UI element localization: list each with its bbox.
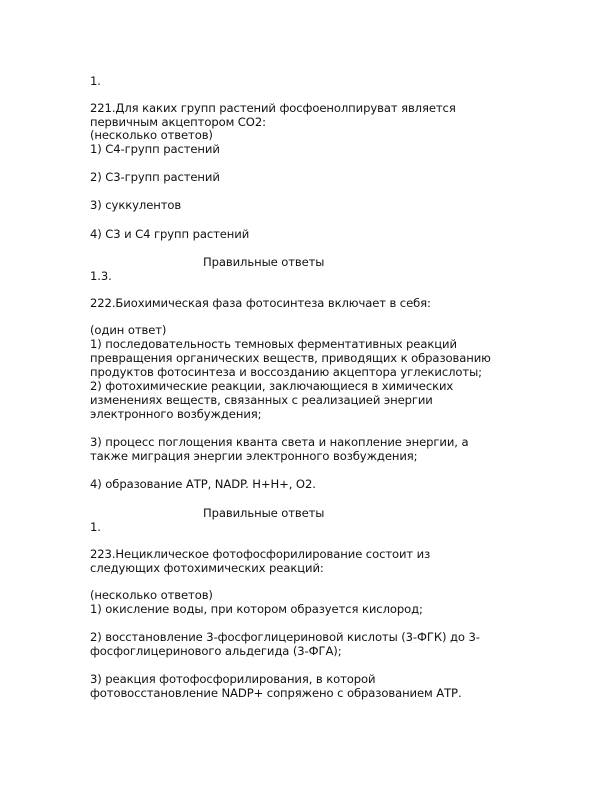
q223-answer-mode: (несколько ответов) (90, 588, 213, 602)
q222-answers-heading: Правильные ответы (203, 506, 325, 520)
q222-option-4: 4) образование АТР, NADP. Н+Н+, О2. (90, 477, 316, 491)
q222-option-2-line-3: электронного возбуждения; (90, 407, 262, 421)
q223-option-2-line-1: 2) восстановление 3-фосфоглицериновой кислоты (3-ФГК) до 3- (90, 630, 480, 644)
q222-title: 222.Биохимическая фаза фотосинтеза включает в себя: (90, 296, 431, 310)
q222-option-2-line-1: 2) фотохимические реакции, заключающиеся в химических (90, 379, 454, 393)
q221-answer-mode: (несколько ответов) (90, 128, 213, 142)
q223-option-1: 1) окисление воды, при котором образуется кислород; (90, 602, 423, 616)
q222-option-3-line-1: 3) процесс поглощения кванта света и накопление энергии, а (90, 435, 469, 449)
q221-option-1: 1) С4-групп растений (90, 142, 220, 156)
q221-title-line-2: первичным акцептором СО2: (90, 115, 266, 129)
q223-option-2-line-2: фосфоглицеринового альдегида (3-ФГА); (90, 644, 342, 658)
q222-option-1-line-3: продуктов фотосинтеза и воссозданию акцептора углекислоты; (90, 365, 482, 379)
q221-answers: 1.3. (90, 269, 112, 283)
q221-option-3: 3) суккулентов (90, 198, 182, 212)
q222-answer-mode: (один ответ) (90, 323, 167, 337)
top-number: 1. (90, 74, 101, 88)
q222-option-1-line-2: превращения органических веществ, приводящих к образованию (90, 351, 491, 365)
q222-option-1-line-1: 1) последовательность темновых ферментативных реакций (90, 337, 457, 351)
q221-answers-heading: Правильные ответы (203, 255, 325, 269)
q221-title-line-1: 221.Для каких групп растений фосфоенолпируват является (90, 101, 456, 115)
q222-option-3-line-2: также миграция энергии электронного возбуждения; (90, 449, 418, 463)
q223-option-3-line-2: фотовосстановление NADP+ сопряжено с образованием АТР. (90, 686, 462, 700)
q221-option-4: 4) С3 и С4 групп растений (90, 227, 250, 241)
q222-answers: 1. (90, 520, 101, 534)
q223-title-line-1: 223.Нециклическое фотофосфорилирование состоит из (90, 547, 431, 561)
q221-option-2: 2) С3-групп растений (90, 170, 220, 184)
q223-title-line-2: следующих фотохимических реакций: (90, 561, 324, 575)
q223-option-3-line-1: 3) реакция фотофосфорилирования, в которой (90, 672, 376, 686)
q222-option-2-line-2: изменениях веществ, связанных с реализацией энергии (90, 393, 433, 407)
